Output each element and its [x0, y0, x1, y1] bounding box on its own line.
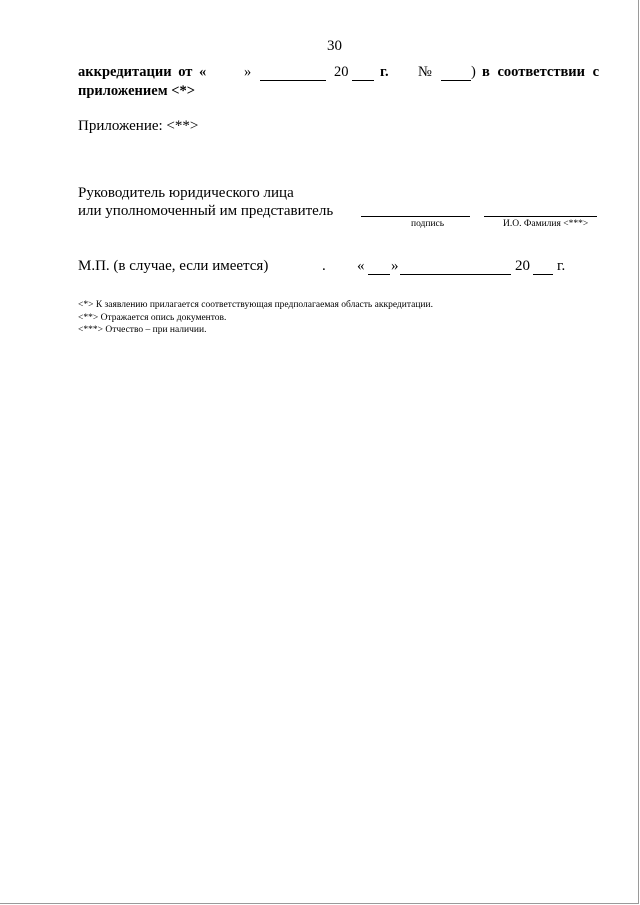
- signatory-line-2: или уполномоченный им представитель: [78, 203, 334, 219]
- footnote-3: <***> Отчество – при наличии.: [78, 325, 207, 335]
- day-field[interactable]: [368, 274, 390, 275]
- signature-field[interactable]: [361, 216, 470, 217]
- accreditation-lead: аккредитации от «: [78, 64, 207, 80]
- date-year-suffix: г.: [557, 258, 566, 274]
- date-quote-close: »: [391, 258, 399, 274]
- appendix-label: Приложение: <**>: [78, 118, 199, 134]
- paren-close: ): [471, 64, 476, 80]
- footnote-1: <*> К заявлению прилагается соответствующая предполагаемая область аккредитации.: [78, 300, 433, 310]
- accreditation-tail: в соответствии с: [482, 64, 600, 80]
- number-blank: [441, 80, 471, 81]
- year-blank: [352, 80, 374, 81]
- seal-dot: .: [322, 258, 326, 274]
- date-year-prefix: 20: [515, 258, 530, 274]
- appendix-ref-line: приложением <*>: [78, 83, 195, 99]
- year-field[interactable]: [533, 274, 553, 275]
- name-caption: И.О. Фамилия <***>: [503, 219, 589, 229]
- seal-label: М.П. (в случае, если имеется): [78, 258, 269, 274]
- month-field[interactable]: [400, 274, 511, 275]
- page-number: 30: [327, 38, 342, 54]
- number-sign: №: [418, 64, 432, 80]
- date-quote-open: «: [357, 258, 365, 274]
- month-blank: [260, 80, 326, 81]
- quote-close: »: [244, 64, 252, 80]
- footnote-2: <**> Отражается опись документов.: [78, 313, 227, 323]
- year-suffix: г.: [380, 64, 389, 80]
- signatory-line-1: Руководитель юридического лица: [78, 185, 294, 201]
- signature-caption: подпись: [411, 219, 445, 229]
- name-field[interactable]: [484, 216, 597, 217]
- year-prefix: 20: [334, 64, 349, 80]
